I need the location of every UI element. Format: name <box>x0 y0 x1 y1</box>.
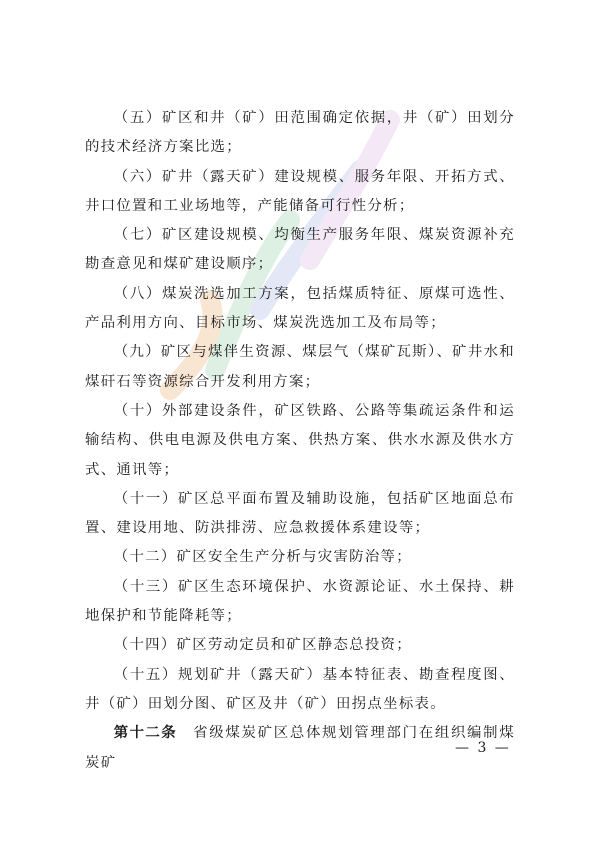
clause-10: （十）外部建设条件，矿区铁路、公路等集疏运条件和运输结构、供电电源及供电方案、供热方案、供水水源及供水方式、通讯等； <box>85 402 515 478</box>
clause-6: （六）矿井（露天矿）建设规模、服务年限、开拓方式、井口位置和工业场地等，产能储备可行性分析； <box>85 168 515 214</box>
clause-15: （十五）规划矿井（露天矿）基本特征表、勘查程度图、井（矿）田划分图、矿区及井（矿）田拐点坐标表。 <box>85 666 515 712</box>
clause-7: （七）矿区建设规模、均衡生产服务年限、煤炭资源补充勘查意见和煤矿建设顺序； <box>85 227 515 273</box>
clause-13: （十三）矿区生态环境保护、水资源论证、水土保持、耕地保护和节能降耗等； <box>85 578 515 625</box>
clause-14: （十四）矿区劳动定员和矿区静态总投资； <box>113 637 412 654</box>
clause-5: （五）矿区和井（矿）田范围确定依据，井（矿）田划分的技术经济方案比选； <box>85 110 515 156</box>
clause-11: （十一）矿区总平面布置及辅助设施，包括矿区地面总布置、建设用地、防洪排涝、应急救援体系建设等； <box>85 490 515 537</box>
clause-9: （九）矿区与煤伴生资源、煤层气（煤矿瓦斯）、矿井水和煤矸石等资源综合开发利用方案； <box>85 344 515 390</box>
page-number: — 3 — <box>455 740 511 756</box>
document-body <box>85 104 515 778</box>
clause-8: （八）煤炭洗选加工方案，包括煤质特征、原煤可选性、产品利用方向、目标市场、煤炭洗选加工及布局等； <box>85 285 515 332</box>
article-12 <box>85 719 515 778</box>
clause-12: （十二）矿区安全生产分析与灾害防治等； <box>113 549 412 566</box>
article-text: 省级煤炭矿区总体规划管理部门在组织编制煤炭矿 <box>85 725 515 771</box>
article-number: 第十二条 <box>113 725 178 742</box>
